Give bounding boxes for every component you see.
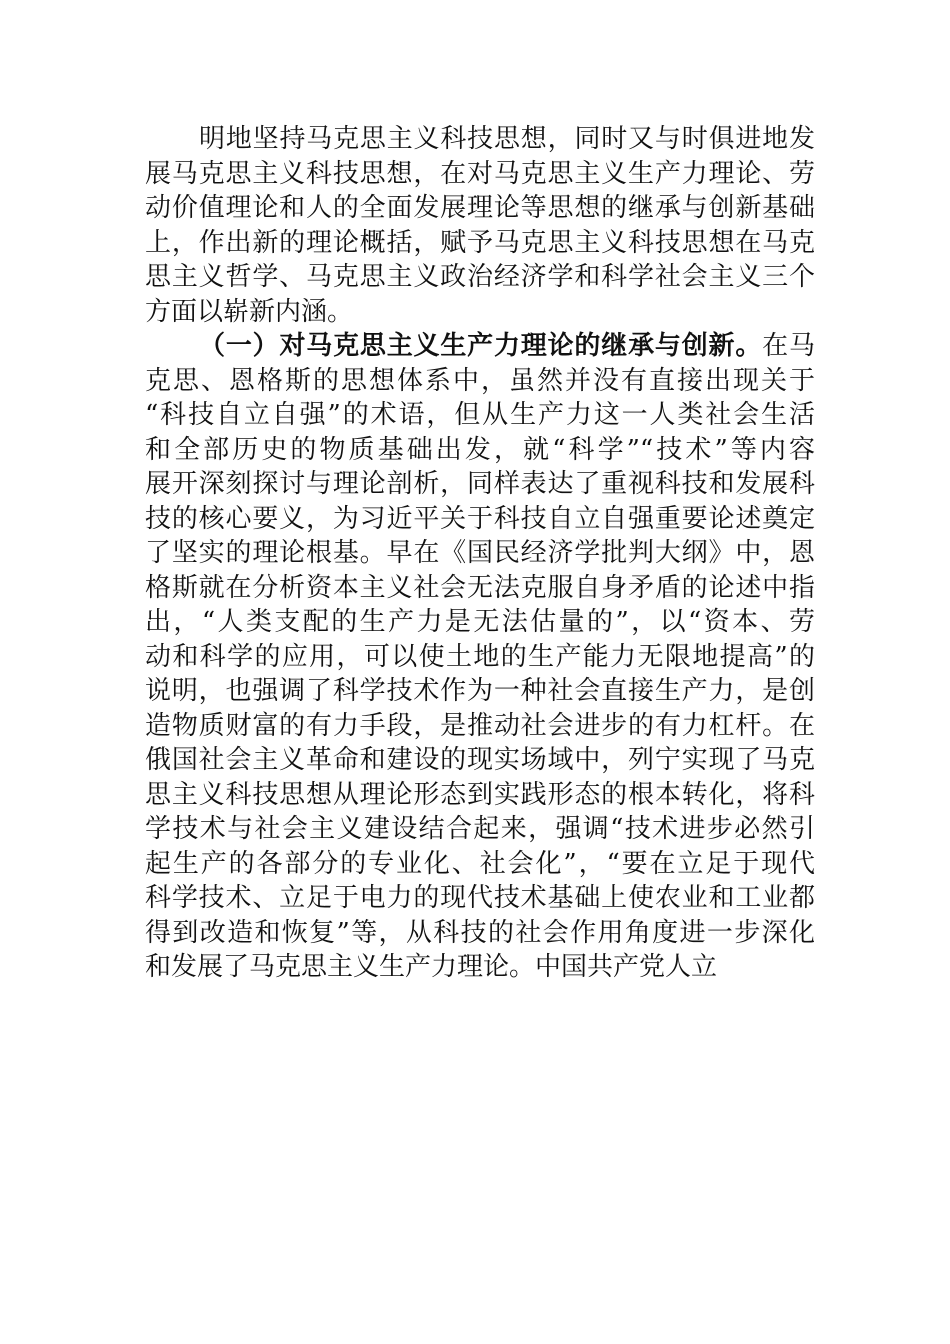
text-line: 技的核心要义，为习近平关于科技自立自强重要论述奠定 — [145, 503, 815, 534]
text-line: 动价值理论和人的全面发展理论等思想的继承与创新基础 — [145, 193, 815, 223]
text-line: 得到改造和恢复”等，从科技的社会作用角度进一步深化 — [145, 917, 815, 948]
text-line: 动和科学的应用，可以使土地的生产能力无限地提高”的 — [145, 641, 815, 672]
text-line: 科学技术、立足于电力的现代技术基础上使农业和工业都 — [145, 883, 815, 913]
text-line-heading — [145, 329, 815, 364]
text-line: 上，作出新的理论概括，赋予马克思主义科技思想在马克 — [145, 227, 815, 258]
text-line: 起生产的各部分的专业化、社会化”，“要在立足于现代 — [145, 848, 815, 879]
text-line: “科技自立自强”的术语，但从生产力这一人类社会生活 — [145, 400, 815, 430]
text-line: 俄国社会主义革命和建设的现实场域中，列宁实现了马克 — [145, 745, 815, 775]
text-line: 克思、恩格斯的思想体系中，虽然并没有直接出现关于 — [145, 365, 815, 396]
text-line: 方面以崭新内涵。 — [145, 296, 354, 327]
text-line: 思主义哲学、马克思主义政治经济学和科学社会主义三个 — [145, 262, 815, 292]
text-line: 格斯就在分析资本主义社会无法克服自身矛盾的论述中指 — [145, 572, 815, 603]
text-line: 明地坚持马克思主义科技思想，同时又与时俱进地发 — [199, 124, 815, 154]
section-heading: （一）对马克思主义生产力理论的继承与创新。 — [199, 331, 763, 361]
text-line: 造物质财富的有力手段，是推动社会进步的有力杠杆。在 — [145, 710, 815, 741]
paragraph-section-one — [145, 329, 815, 985]
paragraph-continuation — [145, 122, 815, 329]
text-fragment: 在马 — [762, 331, 815, 361]
text-line: 出，“人类支配的生产力是无法估量的”，以“资本、劳 — [145, 607, 815, 637]
text-line: 学技术与社会主义建设结合起来，强调“技术进步必然引 — [145, 814, 815, 844]
text-line: 和全部历史的物质基础出发，就“科学”“技术”等内容 — [145, 434, 815, 465]
text-line: 了坚实的理论根基。早在《国民经济学批判大纲》中，恩 — [145, 538, 815, 568]
text-line: 展马克思主义科技思想，在对马克思主义生产力理论、劳 — [145, 158, 815, 189]
document-body — [145, 122, 815, 985]
text-line: 展开深刻探讨与理论剖析，同样表达了重视科技和发展科 — [145, 469, 815, 499]
text-line: 思主义科技思想从理论形态到实践形态的根本转化，将科 — [145, 779, 815, 810]
text-line: 说明，也强调了科学技术作为一种社会直接生产力，是创 — [145, 676, 815, 706]
text-line: 和发展了马克思主义生产力理论。中国共产党人立 — [145, 952, 718, 982]
